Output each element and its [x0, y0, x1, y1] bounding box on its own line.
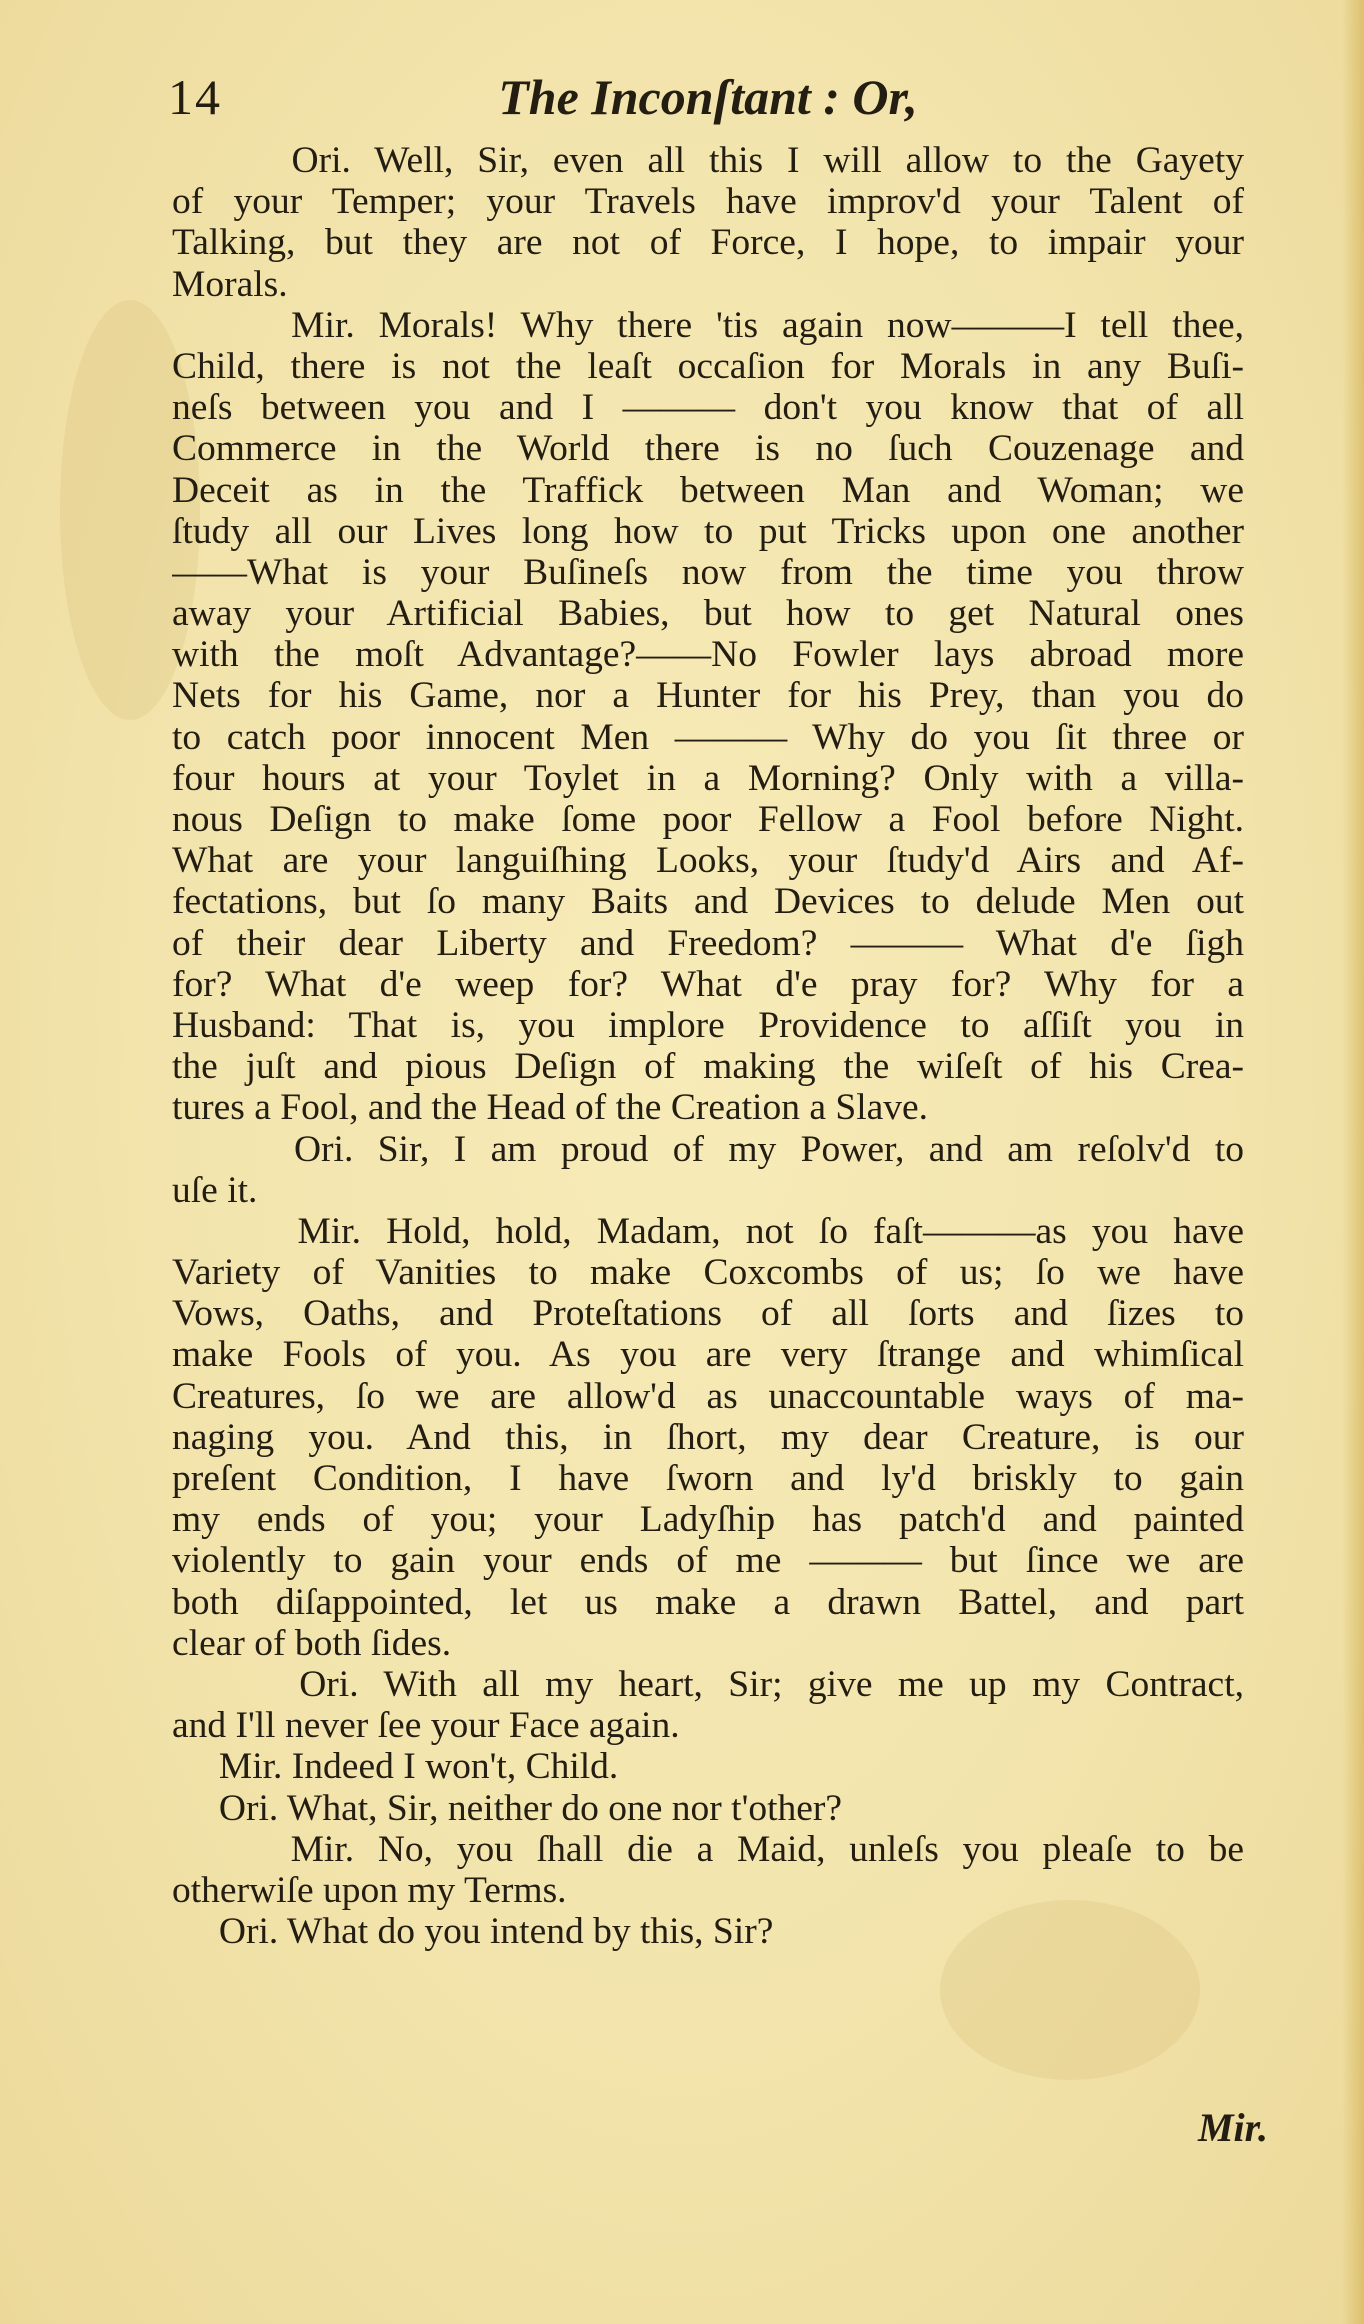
- catchword: Mir.: [1197, 2105, 1268, 2150]
- page-header: [168, 62, 1248, 132]
- text-line: uſe it.: [172, 1169, 258, 1211]
- text-line: ——What is your Buſineſs now from the time you throw: [172, 551, 1244, 593]
- text-line: Mir. No, you ſhall die a Maid, unleſs you pleaſe to be: [172, 1828, 1244, 1870]
- text-line: four hours at your Toylet in a Morning? Only with a villa-: [172, 757, 1244, 799]
- text-line: Talking, but they are not of Force, I hope, to impair your: [172, 222, 1244, 264]
- text-line: preſent Condition, I have ſworn and ly'd briskly to gain: [172, 1458, 1244, 1499]
- text-line: Mir. Indeed I won't, Child.: [172, 1746, 619, 1788]
- text-line: Commerce in the World there is no ſuch Couzenage and: [172, 428, 1244, 470]
- text-line: to catch poor innocent Men ——— Why do you ſit three or: [172, 716, 1244, 758]
- text-line: for? What d'e weep for? What d'e pray for? Why for a: [172, 963, 1244, 1005]
- running-title: The Inconſtant : Or,: [498, 69, 918, 125]
- text-line: both diſappointed, let us make a drawn Battel, and part: [172, 1581, 1244, 1623]
- text-line: ſtudy all our Lives long how to put Tricks upon one another: [172, 510, 1244, 552]
- text-line: away your Artificial Babies, but how to get Natural ones: [172, 593, 1244, 635]
- text-line: my ends of you; your Ladyſhip has patch'd and painted: [172, 1499, 1244, 1541]
- text-line: What are your languiſhing Looks, your ſtudy'd Airs and Af-: [172, 840, 1244, 882]
- text-line: violently to gain your ends of me ——— but ſince we are: [172, 1540, 1244, 1582]
- text-line: clear of both ſides.: [172, 1622, 452, 1664]
- text-line: Morals.: [172, 263, 288, 305]
- text-line: nous Deſign to make ſome poor Fellow a Fool before Night.: [172, 799, 1244, 840]
- text-line: Deceit as in the Traffick between Man and Woman; we: [172, 469, 1244, 511]
- text-line: Mir. Hold, hold, Madam, not ſo faſt———as you have: [172, 1210, 1244, 1252]
- text-line: with the moſt Advantage?——No Fowler lays abroad more: [172, 634, 1244, 676]
- text-line: the juſt and pious Deſign of making the wiſeſt of his Crea-: [172, 1046, 1244, 1088]
- text-line: make Fools of you. As you are very ſtrange and whimſical: [172, 1334, 1244, 1376]
- text-line: Mir. Morals! Why there 'tis again now———I tell thee,: [172, 304, 1244, 346]
- text-line: and I'll never ſee your Face again.: [172, 1705, 680, 1747]
- text-line: Nets for his Game, nor a Hunter for his Prey, than you do: [172, 675, 1244, 717]
- text-line: of their dear Liberty and Freedom? ——— What d'e ſigh: [172, 922, 1244, 964]
- body-text: [172, 140, 1244, 1952]
- text-line: Creatures, ſo we are allow'd as unaccountable ways of ma-: [172, 1375, 1244, 1417]
- text-line: Ori. What, Sir, neither do one nor t'other?: [172, 1787, 843, 1829]
- text-line: Ori. Sir, I am proud of my Power, and am reſolv'd to: [172, 1128, 1244, 1170]
- text-line: otherwiſe upon my Terms.: [172, 1869, 567, 1911]
- text-line: Ori. Well, Sir, even all this I will allow to the Gayety: [172, 140, 1244, 181]
- text-line: Vows, Oaths, and Proteſtations of all ſorts and ſizes to: [172, 1293, 1244, 1335]
- text-line: Husband: That is, you implore Providence to aſſiſt you in: [172, 1004, 1244, 1046]
- page-edge-shadow: [1342, 0, 1364, 2324]
- text-line: fectations, but ſo many Baits and Devices to delude Men out: [172, 881, 1244, 923]
- text-line: tures a Fool, and the Head of the Creation a Slave.: [172, 1087, 929, 1129]
- text-line: neſs between you and I ——— don't you know that of all: [172, 387, 1244, 429]
- page-number: 14: [168, 69, 222, 125]
- text-line: Variety of Vanities to make Coxcombs of us; ſo we have: [172, 1252, 1244, 1294]
- text-line: Ori. What do you intend by this, Sir?: [172, 1911, 774, 1953]
- text-line: Child, there is not the leaſt occaſion for Morals in any Buſi-: [172, 345, 1244, 387]
- text-line: of your Temper; your Travels have improv'd your Talent of: [172, 181, 1244, 223]
- text-line: naging you. And this, in ſhort, my dear Creature, is our: [172, 1416, 1244, 1458]
- text-line: Ori. With all my heart, Sir; give me up my Contract,: [172, 1663, 1244, 1705]
